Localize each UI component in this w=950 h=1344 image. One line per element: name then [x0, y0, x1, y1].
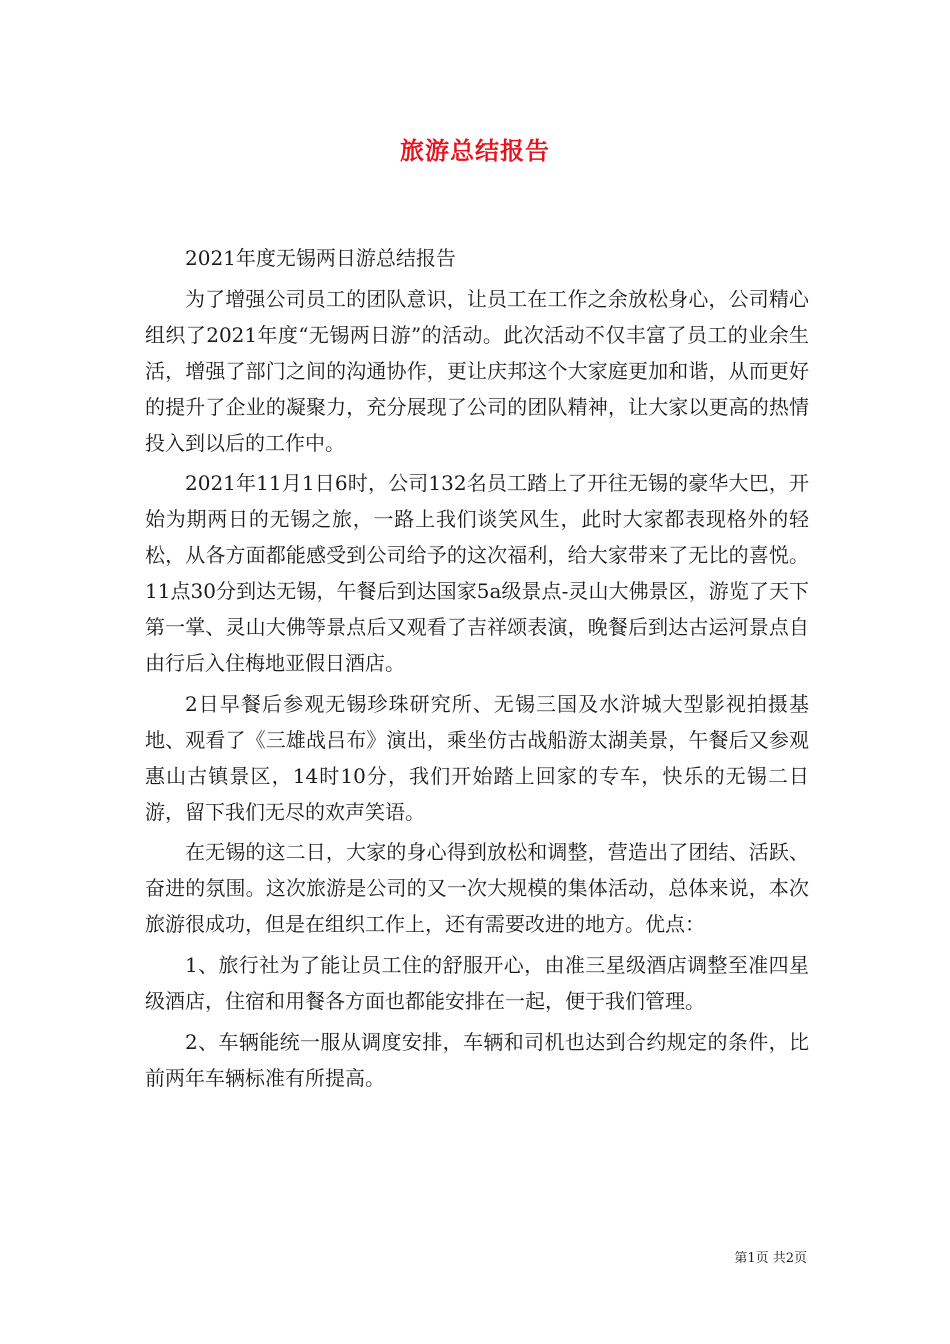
paragraph-day-two: 2日早餐后参观无锡珍珠研究所、无锡三国及水浒城大型影视拍摄基地、观看了《三雄战吕布》演出，乘坐仿古战船游太湖美景，午餐后又参观惠山古镇景区，14时10分，我们开始踏上回家的专车，快乐的无锡二日游，留下我们无尽的欢声笑语。 [145, 691, 809, 824]
document-body [145, 240, 809, 1100]
paragraph-point-two: 2、车辆能统一服从调度安排，车辆和司机也达到合约规定的条件，比前两年车辆标准有所提高。 [145, 1029, 809, 1090]
paragraph-point-one: 1、旅行社为了能让员工住的舒服开心，由准三星级酒店调整至准四星级酒店，住宿和用餐各方面也都能安排在一起，便于我们管理。 [145, 952, 809, 1013]
page-number: 第1页 共2页 [734, 1251, 807, 1266]
paragraph-intro: 为了增强公司员工的团队意识，让员工在工作之余放松身心，公司精心组织了2021年度“无锡两日游”的活动。此次活动不仅丰富了员工的业余生活，增强了部门之间的沟通协作，更让庆邦这个大家庭更加和谐，从而更好的提升了企业的凝聚力，充分展现了公司的团队精神，让大家以更高的热情投入到以后的工作中。 [145, 286, 809, 455]
document-title: 旅游总结报告 [400, 136, 550, 165]
document-subtitle: 2021年度无锡两日游总结报告 [185, 246, 456, 270]
paragraph-day-one: 2021年11月1日6时，公司132名员工踏上了开往无锡的豪华大巴，开始为期两日的无锡之旅，一路上我们谈笑风生，此时大家都表现格外的轻松，从各方面都能感受到公司给予的这次福利，给大家带来了无比的喜悦。11点30分到达无锡，午餐后到达国家5a级景点-灵山大佛景区，游览了天下第一掌、灵山大佛等景点后又观看了吉祥颂表演，晚餐后到达古运河景点自由行后入住梅地亚假日酒店。 [145, 471, 809, 676]
paragraph-summary: 在无锡的这二日，大家的身心得到放松和调整，营造出了团结、活跃、奋进的氛围。这次旅游是公司的又一次大规模的集体活动，总体来说，本次旅游很成功，但是在组织工作上，还有需要改进的地方。优点： [145, 840, 809, 937]
